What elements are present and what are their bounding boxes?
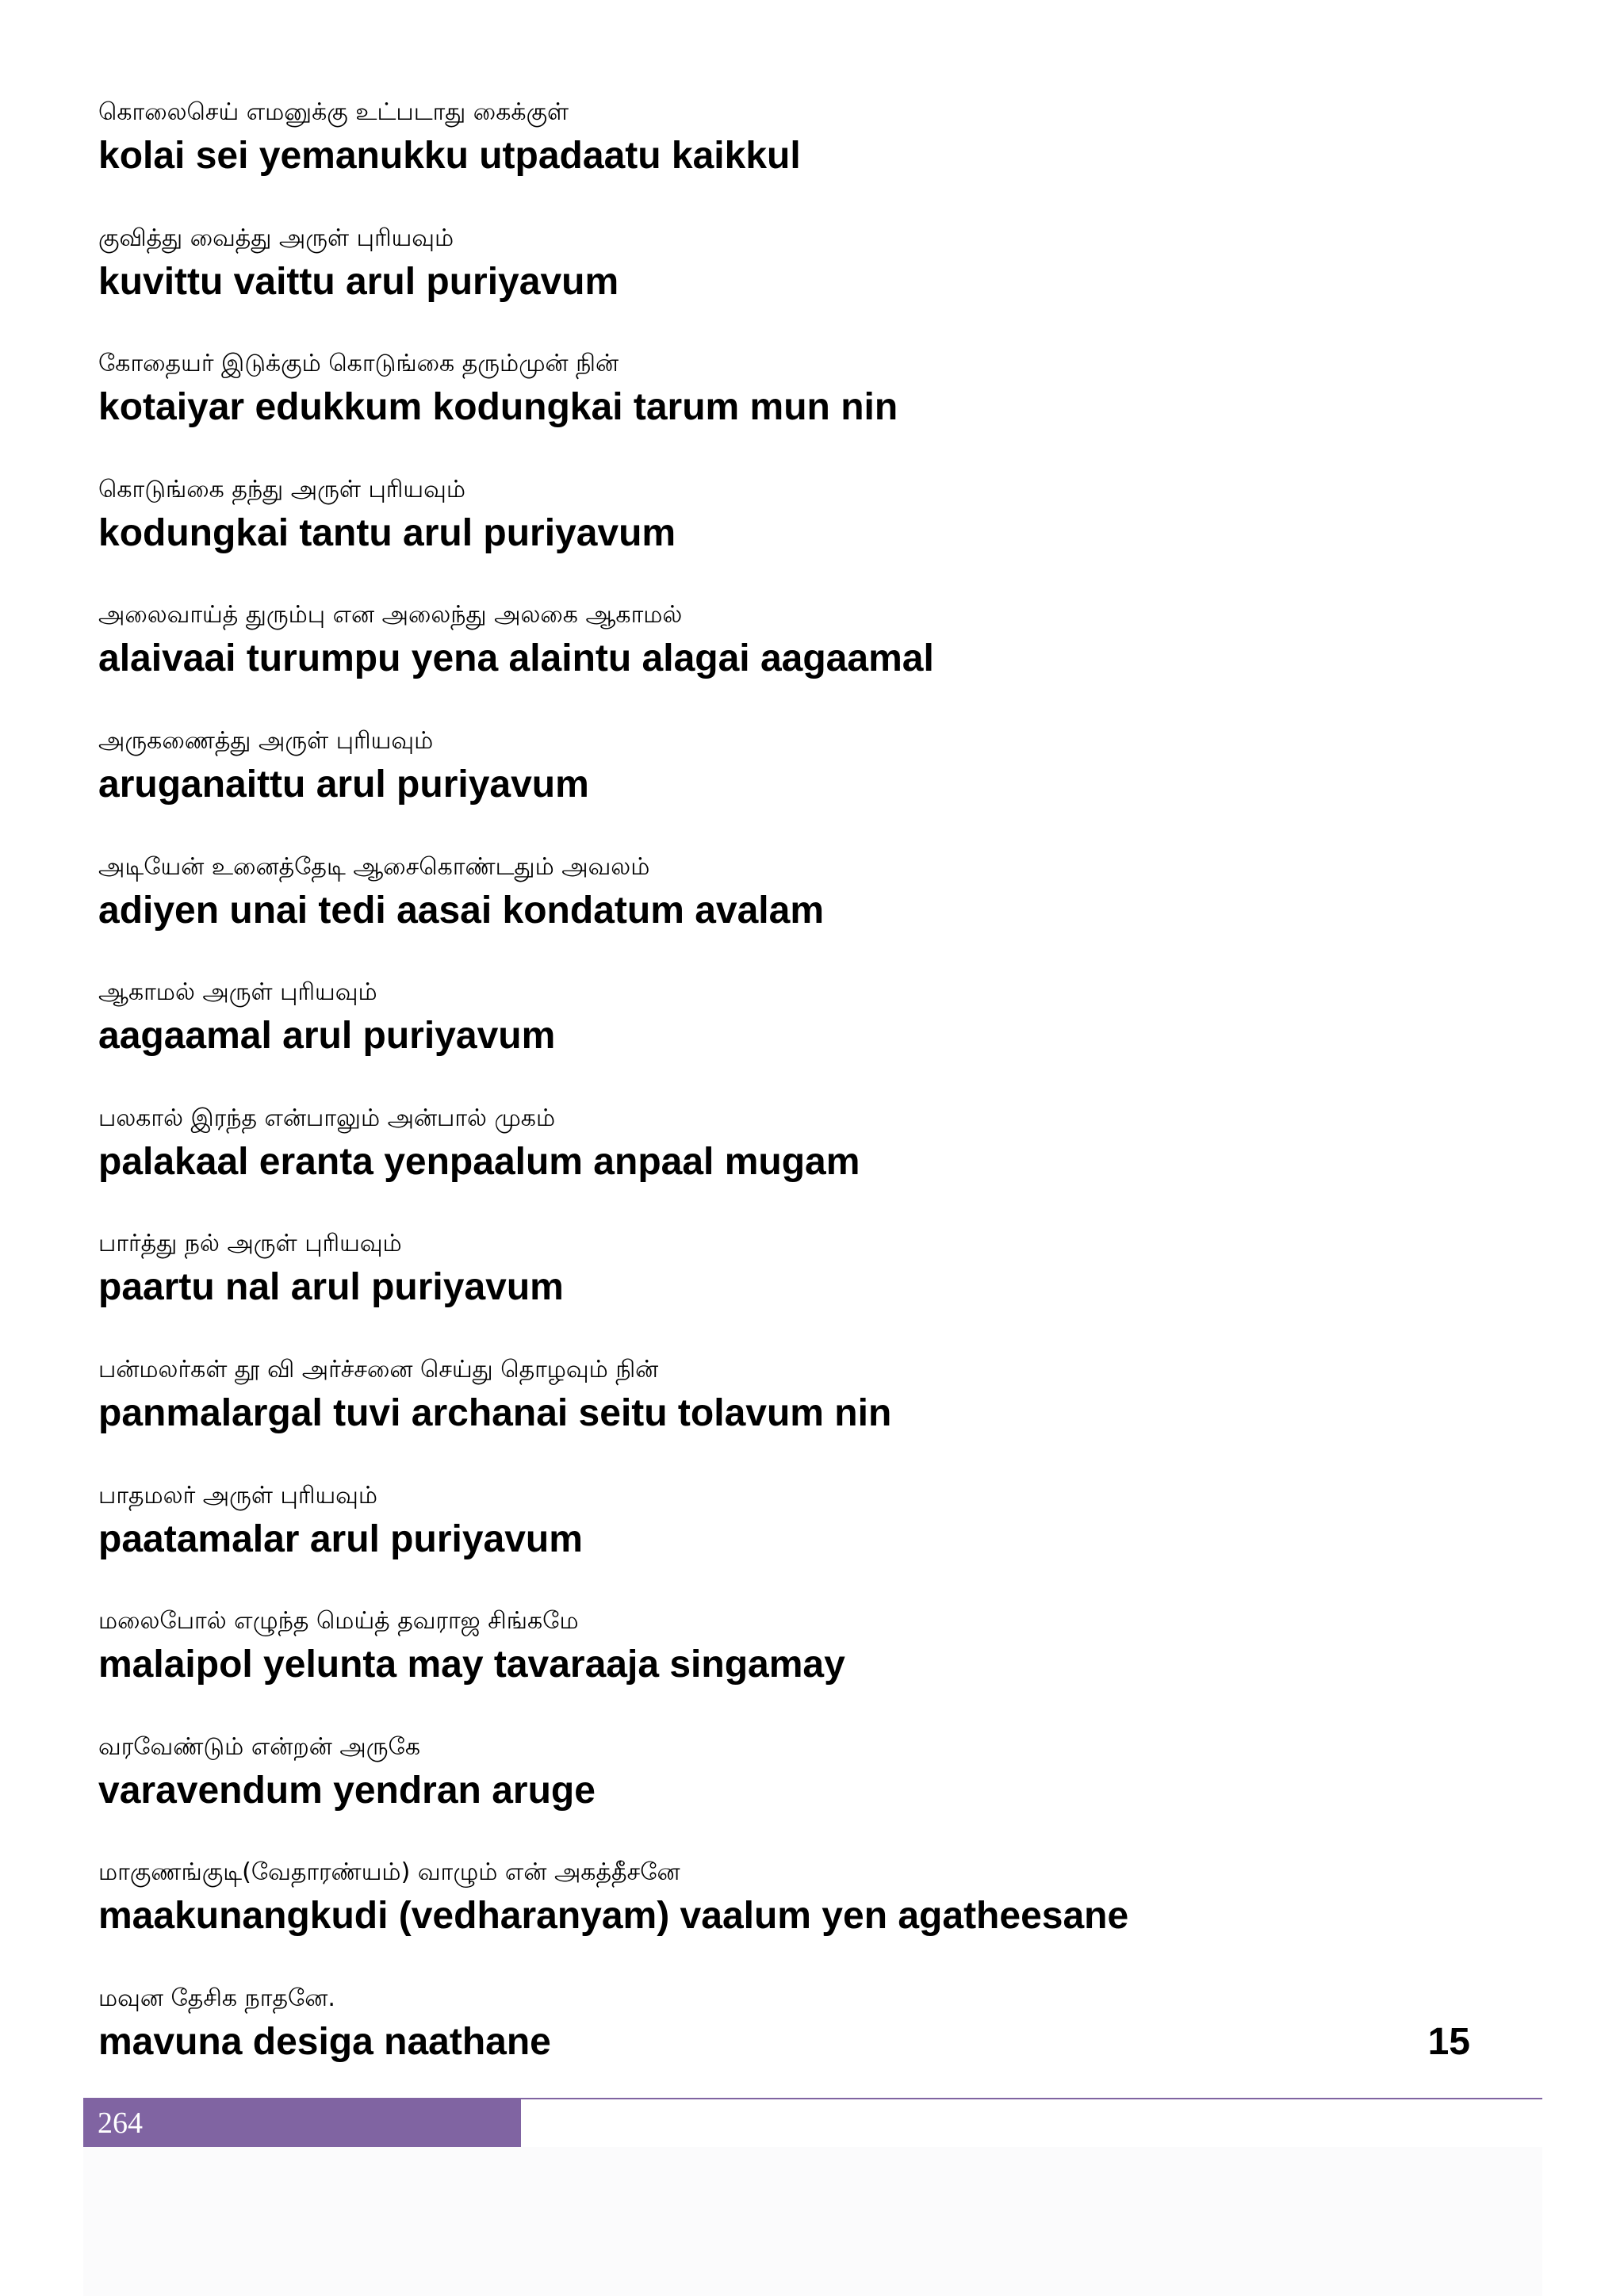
transliteration-text: varavendum yendran aruge <box>98 1769 596 1812</box>
tamil-text: அடியேன் உனைத்தேடி ஆசைகொண்டதும் அவலம் <box>98 852 650 881</box>
verse-line <box>98 221 1510 347</box>
transliteration-text: malaipol yelunta may tavaraaja singamay <box>98 1644 845 1686</box>
bottom-margin <box>83 2147 1542 2296</box>
tamil-text: மாகுணங்குடி(வேதாரண்யம்) வாழும் என் அகத்தீசனே <box>98 1858 680 1887</box>
verse-line <box>98 1981 1510 2107</box>
transliteration-text: kuvittu vaittu arul puriyavum <box>98 260 619 303</box>
transliteration-text: mavuna desiga naathane <box>98 2020 551 2063</box>
tamil-text: கொடுங்கை தந்து அருள் புரியவும் <box>98 475 465 503</box>
transliteration-text: panmalargal tuvi archanai seitu tolavum nin <box>98 1391 892 1434</box>
transliteration-text: paatamalar arul puriyavum <box>98 1517 583 1560</box>
verse-line <box>98 598 1510 724</box>
page-number: 264 <box>98 2107 143 2140</box>
verse-line <box>98 95 1510 221</box>
tamil-text: ஆகாமல் அருள் புரியவும் <box>98 978 377 1007</box>
transliteration-text: kodungkai tantu arul puriyavum <box>98 511 676 554</box>
transliteration-text: aruganaittu arul puriyavum <box>98 763 589 806</box>
verse-line <box>98 724 1510 850</box>
verse-line <box>98 346 1510 473</box>
transliteration-text: alaivaai turumpu yena alaintu alagai aagaamal <box>98 637 934 680</box>
tamil-text: குவித்து வைத்து அருள் புரியவும் <box>98 224 454 252</box>
tamil-text: கோதையர் இடுக்கும் கொடுங்கை தரும்முன் நின் <box>98 350 619 378</box>
verse-line <box>98 473 1510 599</box>
tamil-text: அருகணைத்து அருள் புரியவும் <box>98 726 434 755</box>
transliteration-text: kotaiyar edukkum kodungkai tarum mun nin <box>98 386 898 429</box>
verse-line <box>98 975 1510 1101</box>
verse-line <box>98 1730 1510 1856</box>
transliteration-text: maakunangkudi (vedharanyam) vaalum yen agatheesane <box>98 1895 1129 1938</box>
tamil-text: பார்த்து நல் அருள் புரியவும் <box>98 1230 402 1258</box>
tamil-text: மவுன தேசிக நாதனே. <box>98 1984 335 2012</box>
verse-line <box>98 1604 1510 1730</box>
verse-number: 15 <box>1427 2020 1470 2063</box>
tamil-text: பாதமலர் அருள் புரியவும் <box>98 1481 378 1510</box>
transliteration-text: kolai sei yemanukku utpadaatu kaikkul <box>98 135 801 177</box>
page-number-tab <box>83 2099 521 2147</box>
verse-line <box>98 1353 1510 1479</box>
verse-line <box>98 850 1510 976</box>
tamil-text: வரவேண்டும் என்றன் அருகே <box>98 1732 421 1761</box>
tamil-text: பன்மலர்கள் தூ வி அர்ச்சனை செய்து தொழவும் நின் <box>98 1355 659 1383</box>
transliteration-text: paartu nal arul puriyavum <box>98 1266 564 1309</box>
tamil-text: கொலைசெய் எமனுக்கு உட்படாது கைக்குள் <box>98 98 569 126</box>
verse-line <box>98 1855 1510 1981</box>
verse-line <box>98 1101 1510 1227</box>
tamil-text: மலைபோல் எழுந்த மெய்த் தவராஜ சிங்கமே <box>98 1607 579 1636</box>
verse-line <box>98 1226 1510 1353</box>
transliteration-text: aagaamal arul puriyavum <box>98 1015 556 1058</box>
verse-line <box>98 1479 1510 1605</box>
transliteration-text: adiyen unai tedi aasai kondatum avalam <box>98 889 824 932</box>
transliteration-text: palakaal eranta yenpaalum anpaal mugam <box>98 1140 860 1183</box>
tamil-text: அலைவாய்த் துரும்பு என அலைந்து அலகை ஆகாமல் <box>98 601 683 629</box>
tamil-text: பலகால் இரந்த என்பாலும் அன்பால் முகம் <box>98 1104 556 1132</box>
verse-list <box>98 95 1510 2107</box>
